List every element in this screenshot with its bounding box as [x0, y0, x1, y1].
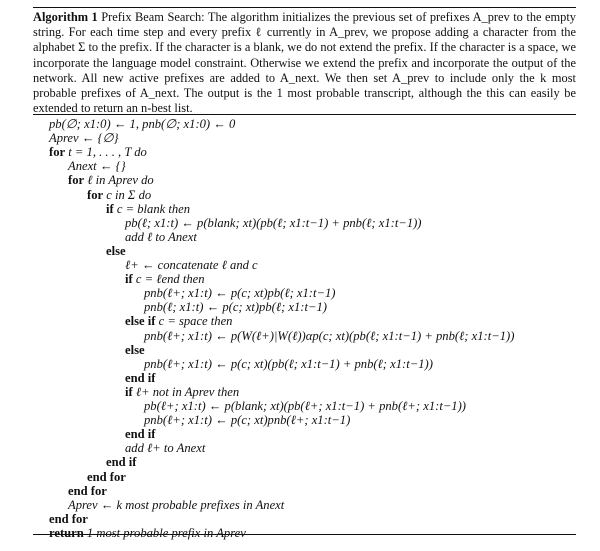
line-text: t = 1, . . . , T do: [68, 145, 147, 160]
algorithm-line: [68, 159, 126, 173]
algorithm-line: [68, 498, 284, 512]
line-text: Aprev ← {∅}: [49, 131, 119, 146]
algorithm-line: [125, 427, 155, 441]
keyword: end if: [125, 427, 156, 442]
algorithm-line: [49, 117, 235, 131]
algorithm-line: [87, 470, 126, 484]
line-text: add ℓ to Anext: [125, 229, 197, 244]
mid-rule: [33, 114, 576, 115]
keyword: end if: [125, 370, 156, 385]
algorithm-line: [87, 188, 151, 202]
algorithm-line: [106, 202, 190, 216]
line-text: pb(∅; x1:0) ← 1, pnb(∅; x1:0) ← 0: [49, 117, 236, 131]
line-text: c = ℓend then: [135, 272, 205, 287]
algorithm-line: [49, 145, 147, 159]
algorithm-line: [49, 131, 119, 145]
algorithm-line: [125, 314, 232, 328]
keyword: end if: [106, 455, 137, 470]
keyword: if: [125, 272, 133, 287]
line-text: pnb(ℓ+; x1:t) ← p(c; xt)pnb(ℓ+; x1:t−1): [144, 413, 351, 428]
algorithm-line: [68, 484, 107, 498]
caption-text: Prefix Beam Search: The algorithm initializes the previous set of prefixes A_prev to the empty string. For each time step and every prefix ℓ currently in A_prev, we propose adding a character from the alphabet Σ to the prefix. If the character is a blank, we do not extend the prefix. If the character is a space, we incorporate the language model constraint. Otherwise we extend the prefix and incorporate the output of the network. All new active prefixes are added to A_next. We then set A_prev to include only the k most probable prefixes of A_next. The output is the 1 most probable transcript, although the this can easily be extended to return an n-best list.: [33, 10, 576, 116]
algorithm-line: [144, 286, 335, 300]
line-text: Anext ← {}: [68, 159, 126, 174]
algorithm-line: [144, 413, 350, 427]
algorithm-line: [125, 272, 205, 286]
top-rule: [33, 7, 576, 8]
algorithm-line: [49, 526, 246, 540]
line-text: c = blank then: [116, 201, 191, 216]
line-text: 1 most probable prefix in Aprev: [86, 525, 246, 540]
algorithm-line: [68, 173, 154, 187]
line-text: pnb(ℓ+; x1:t) ← p(W(ℓ+)|W(ℓ))αp(c; xt)(pb(ℓ; x1:t−1) + pnb(ℓ; x1:t−1)): [144, 328, 515, 343]
algorithm-line: [125, 385, 239, 399]
algorithm-caption: [33, 10, 576, 116]
line-text: c = space then: [158, 314, 233, 329]
algorithm-line: [106, 244, 126, 258]
algorithm-line: [125, 343, 145, 357]
line-text: add ℓ+ to Anext: [125, 441, 206, 456]
keyword: if: [106, 201, 114, 216]
line-text: pb(ℓ; x1:t) ← p(blank; xt)(pb(ℓ; x1:t−1) + pnb(ℓ; x1:t−1)): [125, 215, 422, 230]
algorithm-line: [125, 258, 258, 272]
line-text: pnb(ℓ+; x1:t) ← p(c; xt)(pb(ℓ; x1:t−1) + pnb(ℓ; x1:t−1)): [144, 356, 433, 371]
keyword: else: [125, 342, 145, 357]
line-text: c in Σ do: [106, 187, 152, 202]
line-text: ℓ+ not in Aprev then: [135, 384, 240, 399]
algorithm-line: [144, 300, 327, 314]
line-text: ℓ in Aprev do: [87, 173, 154, 188]
keyword: return: [49, 525, 84, 540]
algorithm-line: [125, 441, 205, 455]
keyword: end for: [68, 483, 107, 498]
line-text: Aprev ← k most probable prefixes in Anext: [68, 497, 285, 512]
algorithm-line: [144, 399, 466, 413]
keyword: for: [68, 173, 85, 188]
bottom-rule: [33, 534, 576, 535]
algorithm-line: [125, 371, 155, 385]
keyword: end for: [49, 511, 88, 526]
algorithm-label: Algorithm 1: [33, 10, 98, 24]
algorithm-line: [144, 329, 514, 343]
line-text: pb(ℓ+; x1:t) ← p(blank; xt)(pb(ℓ+; x1:t−1) + pnb(ℓ+; x1:t−1)): [144, 399, 466, 413]
algorithm-line: [144, 357, 433, 371]
keyword: for: [87, 187, 104, 202]
algorithm-line: [106, 455, 136, 469]
keyword: end for: [87, 469, 126, 484]
keyword: if: [125, 384, 133, 399]
keyword: else if: [125, 314, 156, 329]
keyword: for: [49, 145, 66, 160]
algorithm-line: [125, 230, 197, 244]
algorithm-line: [49, 512, 88, 526]
line-text: ℓ+ ← concatenate ℓ and c: [125, 258, 258, 272]
line-text: pnb(ℓ; x1:t) ← p(c; xt)pb(ℓ; x1:t−1): [144, 300, 327, 315]
algorithm-line: [125, 216, 422, 230]
line-text: pnb(ℓ+; x1:t) ← p(c; xt)pb(ℓ; x1:t−1): [144, 286, 336, 301]
keyword: else: [106, 243, 126, 258]
